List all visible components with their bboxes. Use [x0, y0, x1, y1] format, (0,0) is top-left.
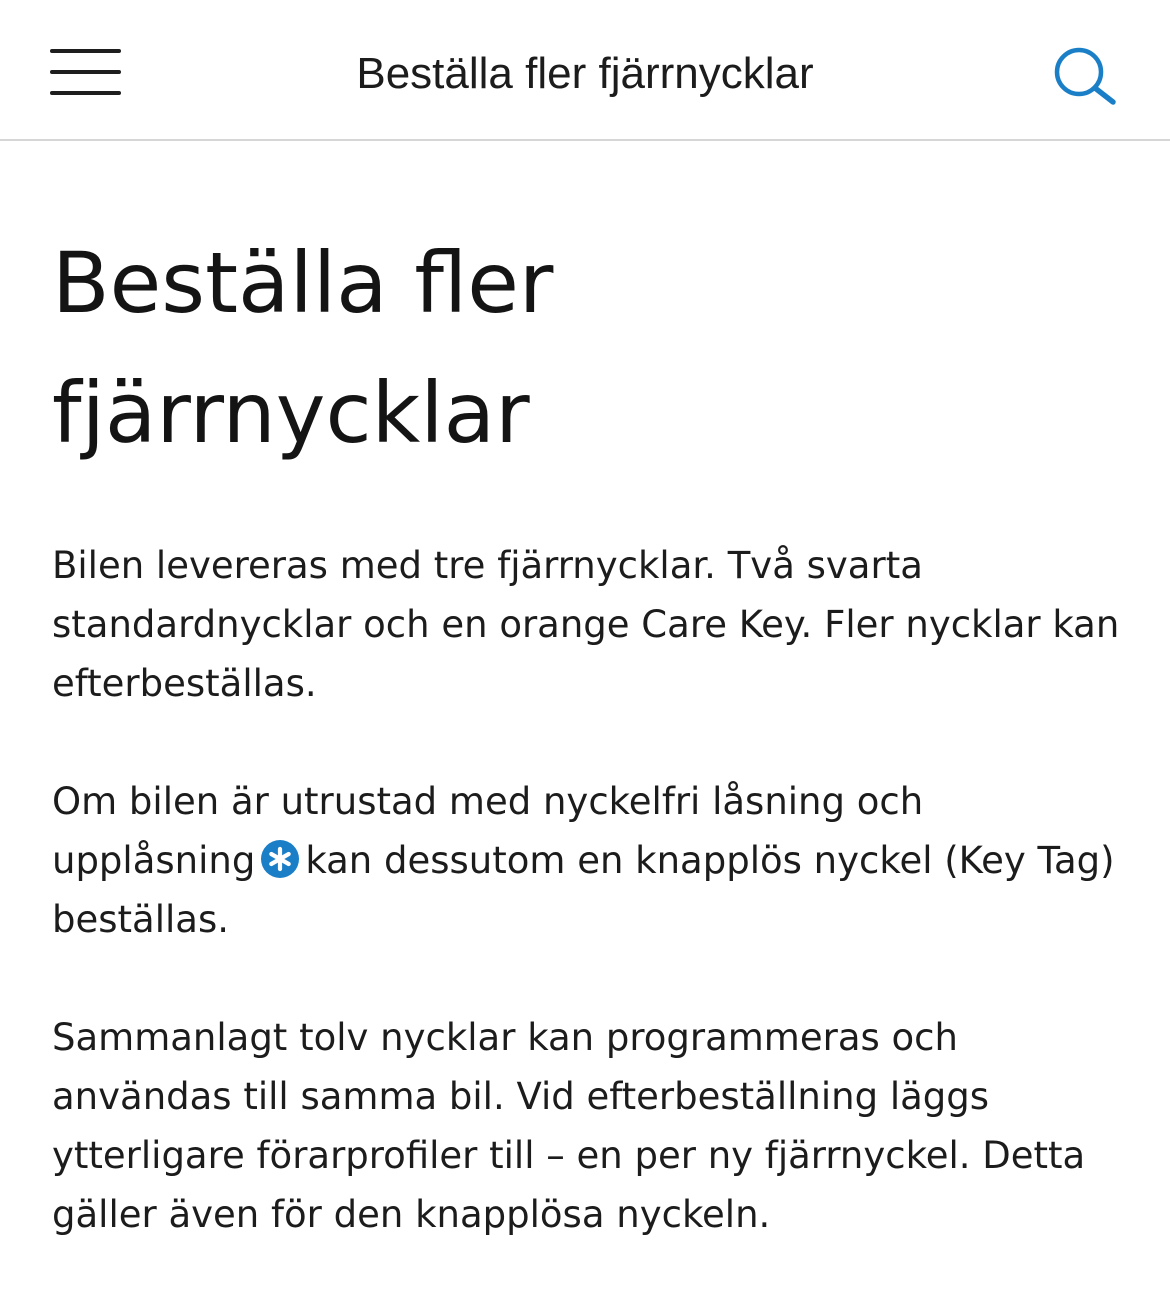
page-title: Beställa fler fjärrnycklar	[52, 234, 554, 462]
hamburger-menu-icon[interactable]	[50, 49, 121, 97]
optional-equipment-icon[interactable]	[261, 840, 299, 878]
header-title: Beställa fler fjärrnycklar	[356, 49, 814, 98]
paragraph-text: Om bilen är utrustad med nyckelfri låsning och upplåsning	[52, 780, 924, 882]
paragraph-text: kan dessutom en knapplös nyckel (Key Tag) beställas.	[52, 839, 1115, 941]
top-bar	[0, 0, 1170, 141]
article	[52, 218, 1132, 1244]
paragraph-delivery: Bilen levereras med tre fjärrnycklar. Två svarta standardnycklar och en orange Care Key. Fler nycklar kan efterbeställas.	[52, 544, 1120, 705]
menu-line	[50, 49, 121, 53]
search-icon[interactable]	[1050, 46, 1120, 106]
menu-line	[50, 91, 121, 95]
menu-line	[50, 70, 121, 74]
paragraph-keyless	[52, 772, 1132, 949]
paragraph-programming: Sammanlagt tolv nycklar kan programmeras och användas till samma bil. Vid efterbeställning läggs ytterligare förarprofiler till – en per ny fjärrnyckel. Detta gäller även för den knapplösa nyckeln.	[52, 1016, 1086, 1236]
